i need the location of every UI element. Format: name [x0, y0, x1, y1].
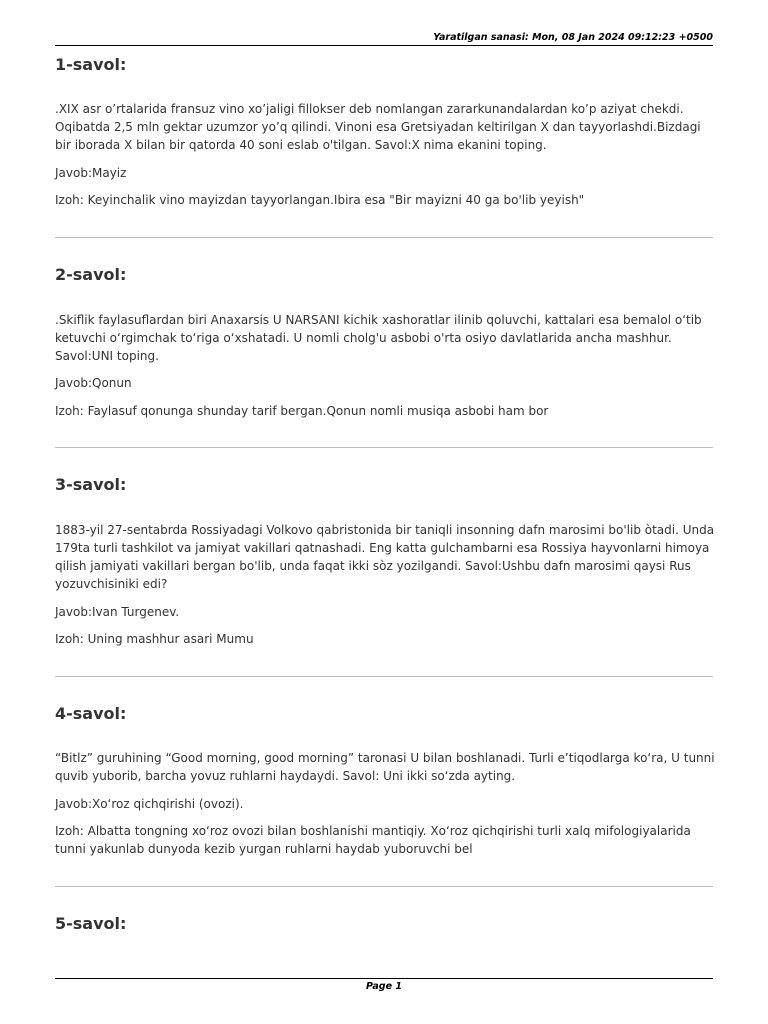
header-divider — [55, 45, 713, 46]
section-divider — [55, 237, 713, 238]
question-2-note: Izoh: Faylasuf qonunga shunday tarif bergan.Qonun nomli musiqa asbobi ham bor — [55, 404, 549, 418]
question-1-title: 1-savol: — [55, 55, 127, 74]
question-2-title: 2-savol: — [55, 265, 127, 284]
question-2-text: .Skiflik faylasuflardan biri Anaxarsis U NARSANI kichik xashoratlar ilinib qoluvchi, kattalari esa bemalol o‘tib ketuvchi o‘rgimchak to‘riga o‘xshatadi. U nomli cholg'u asbobi o'rta osiyo davlatlarida ancha mashhur. Savol:UNI toping. — [55, 313, 702, 363]
question-4-note: Izoh: Albatta tongning xo‘roz ovozi bilan boshlanishi mantiqiy. Xo‘roz qichqirishi turli xalq mifologiyalarida tunni yakunlab dunyoda kezib yurgan ruhlarni haydab yuboruvchi bel — [55, 824, 691, 856]
question-1-note: Izoh: Keyinchalik vino mayizdan tayyorlangan.Ibira esa "Bir mayizni 40 ga bo'lib yeyish" — [55, 193, 585, 207]
question-3-title: 3-savol: — [55, 475, 127, 494]
section-divider — [55, 676, 713, 677]
question-1-text: .XIX asr o’rtalarida fransuz vino xo’jaligi fillokser deb nomlangan zararkunandalardan ko’p aziyat chekdi. Oqibatda 2,5 mln gektar uzumzor yo’q qilindi. Vinoni esa Gretsiyadan keltirilgan X dan tayyorlashdi.Bizdagi bir iborada X bilan bir qatorda 40 soni eslab o'tilgan. Savol:X nima ekanini toping. — [55, 102, 701, 152]
question-5-title: 5-savol: — [55, 914, 127, 933]
question-3-answer: Javob:Ivan Turgenev. — [55, 605, 180, 619]
question-3-text: 1883-yil 27-sentabrda Rossiyadagi Volkovo qabristonida bir taniqli insonning dafn marosimi bo'lib òtadi. Unda 179ta turli tashkilot va jamiyat vakillari qatnashadi. Eng katta gulchambarni esa Rossiya hayvonlarni himoya qilish jamiyati vakillari bergan bo'lib, unda faqat ikki sòz yozilgandi. Savol:Ushbu dafn marosimi qaysi Rus yozuvchisiniki edi? — [55, 523, 715, 591]
created-date-header: Yaratilgan sanasi: Mon, 08 Jan 2024 09:12:23 +0500 — [433, 32, 713, 43]
question-4-text: “Bitlz” guruhining “Good morning, good morning” taronasi U bilan boshlanadi. Turli e’tiqodlarga ko‘ra, U tunni quvib yuborib, barcha yovuz ruhlarni haydaydi. Savol: Uni ikki so‘zda ayting. — [55, 751, 715, 783]
page-number: Page 1 — [366, 981, 402, 992]
question-2-answer: Javob:Qonun — [55, 376, 132, 390]
section-divider — [55, 886, 713, 887]
question-3-note: Izoh: Uning mashhur asari Mumu — [55, 632, 254, 646]
question-4-answer: Javob:Xo‘roz qichqirishi (ovozi). — [55, 797, 244, 811]
footer-divider — [55, 978, 713, 979]
question-4-title: 4-savol: — [55, 704, 127, 723]
section-divider — [55, 447, 713, 448]
question-1-answer: Javob:Mayiz — [55, 166, 127, 180]
